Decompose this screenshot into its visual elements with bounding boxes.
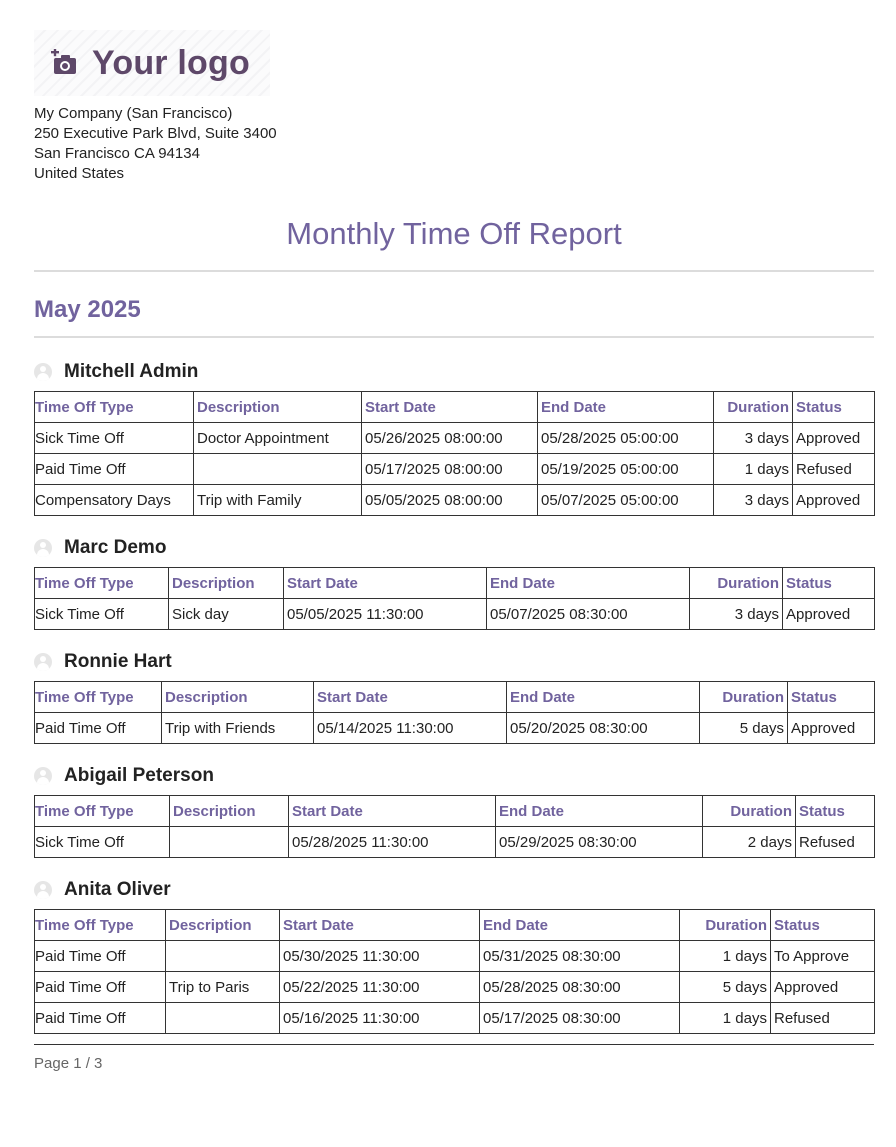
column-header: Status [771, 910, 875, 941]
table-cell: Refused [771, 1003, 875, 1034]
table-cell [166, 1003, 280, 1034]
column-header: Time Off Type [35, 568, 169, 599]
table-header-row [35, 796, 875, 827]
table-cell: 05/26/2025 08:00:00 [362, 423, 538, 454]
table-cell: Sick Time Off [35, 423, 194, 454]
table-cell: Refused [796, 827, 875, 858]
table-cell: Doctor Appointment [194, 423, 362, 454]
column-header: End Date [480, 910, 680, 941]
table-cell: To Approve [771, 941, 875, 972]
table-cell: 05/16/2025 11:30:00 [280, 1003, 480, 1034]
employee-section [34, 762, 874, 858]
column-header: End Date [538, 392, 714, 423]
footer-divider [34, 1044, 874, 1045]
column-header: Time Off Type [35, 682, 162, 713]
time-off-table [34, 795, 875, 858]
column-header: End Date [507, 682, 700, 713]
time-off-table [34, 909, 875, 1034]
company-logo [34, 30, 270, 96]
column-header: Duration [700, 682, 788, 713]
column-header: Start Date [284, 568, 487, 599]
column-header: Duration [703, 796, 796, 827]
table-row [35, 941, 875, 972]
column-header: Time Off Type [35, 392, 194, 423]
table-header-row [35, 392, 875, 423]
table-cell: Trip to Paris [166, 972, 280, 1003]
column-header: Description [169, 568, 284, 599]
logo-text: Your logo [92, 44, 250, 82]
table-cell: 05/14/2025 11:30:00 [314, 713, 507, 744]
table-cell: 05/07/2025 05:00:00 [538, 485, 714, 516]
divider [34, 336, 874, 338]
table-cell: Paid Time Off [35, 972, 166, 1003]
column-header: Status [783, 568, 875, 599]
table-cell: Approved [771, 972, 875, 1003]
table-cell [194, 454, 362, 485]
column-header: Status [793, 392, 875, 423]
table-cell: 3 days [714, 485, 793, 516]
column-header: Description [166, 910, 280, 941]
table-cell: 05/05/2025 11:30:00 [284, 599, 487, 630]
month-heading: May 2025 [34, 296, 141, 323]
table-header-row [35, 682, 875, 713]
address-line: United States [34, 165, 125, 182]
table-cell: Approved [783, 599, 875, 630]
column-header: Duration [714, 392, 793, 423]
employee-header [34, 762, 874, 790]
column-header: Time Off Type [35, 796, 170, 827]
table-cell: 3 days [690, 599, 783, 630]
employee-name: Anita Oliver [64, 879, 171, 900]
table-cell: Paid Time Off [35, 1003, 166, 1034]
table-cell: 5 days [680, 972, 771, 1003]
table-cell: Sick day [169, 599, 284, 630]
table-cell: 05/28/2025 05:00:00 [538, 423, 714, 454]
time-off-table [34, 567, 875, 630]
table-cell: 05/30/2025 11:30:00 [280, 941, 480, 972]
table-row [35, 423, 875, 454]
table-cell: Paid Time Off [35, 941, 166, 972]
column-header: End Date [496, 796, 703, 827]
table-row [35, 1003, 875, 1034]
table-cell [166, 941, 280, 972]
time-off-table [34, 681, 875, 744]
table-header-row [35, 568, 875, 599]
table-cell: 05/17/2025 08:30:00 [480, 1003, 680, 1034]
divider [34, 270, 874, 272]
table-cell: 05/07/2025 08:30:00 [487, 599, 690, 630]
employee-header [34, 358, 874, 386]
table-cell: 05/29/2025 08:30:00 [496, 827, 703, 858]
table-cell: 1 days [680, 1003, 771, 1034]
column-header: Start Date [362, 392, 538, 423]
table-cell: Trip with Friends [162, 713, 314, 744]
table-row [35, 827, 875, 858]
table-cell: 05/28/2025 08:30:00 [480, 972, 680, 1003]
camera-plus-icon [50, 49, 78, 77]
table-row [35, 713, 875, 744]
table-cell [170, 827, 289, 858]
table-cell: Approved [793, 423, 875, 454]
column-header: Status [796, 796, 875, 827]
report-page [34, 30, 874, 1072]
table-cell: Approved [788, 713, 875, 744]
employee-header [34, 648, 874, 676]
column-header: Description [194, 392, 362, 423]
avatar-icon [34, 881, 52, 899]
table-cell: 1 days [714, 454, 793, 485]
address-line: My Company (San Francisco) [34, 105, 233, 122]
employee-section [34, 358, 874, 516]
company-address [34, 104, 874, 184]
table-cell: 05/22/2025 11:30:00 [280, 972, 480, 1003]
table-cell: 2 days [703, 827, 796, 858]
table-cell: Trip with Family [194, 485, 362, 516]
table-cell: Paid Time Off [35, 713, 162, 744]
employee-section [34, 876, 874, 1034]
column-header: Status [788, 682, 875, 713]
avatar-icon [34, 767, 52, 785]
table-cell: Sick Time Off [35, 599, 169, 630]
table-cell: 1 days [680, 941, 771, 972]
avatar-icon [34, 539, 52, 557]
table-cell: Refused [793, 454, 875, 485]
column-header: Description [162, 682, 314, 713]
column-header: Start Date [314, 682, 507, 713]
avatar-icon [34, 653, 52, 671]
address-line: San Francisco CA 94134 [34, 145, 200, 162]
column-header: Time Off Type [35, 910, 166, 941]
employee-name: Mitchell Admin [64, 361, 199, 382]
employee-header [34, 876, 874, 904]
page-number: Page 1 / 3 [34, 1055, 103, 1072]
avatar-icon [34, 363, 52, 381]
employee-name: Abigail Peterson [64, 765, 214, 786]
column-header: Description [170, 796, 289, 827]
table-cell: 05/28/2025 11:30:00 [289, 827, 496, 858]
column-header: End Date [487, 568, 690, 599]
table-cell: 3 days [714, 423, 793, 454]
table-row [35, 972, 875, 1003]
table-cell: 05/19/2025 05:00:00 [538, 454, 714, 485]
table-cell: 05/20/2025 08:30:00 [507, 713, 700, 744]
table-cell: 05/05/2025 08:00:00 [362, 485, 538, 516]
table-cell: 05/31/2025 08:30:00 [480, 941, 680, 972]
report-title: Monthly Time Off Report [286, 216, 622, 251]
time-off-table [34, 391, 875, 516]
employee-header [34, 534, 874, 562]
employee-section [34, 534, 874, 630]
table-row [35, 485, 875, 516]
table-row [35, 454, 875, 485]
employee-name: Marc Demo [64, 537, 167, 558]
column-header: Duration [690, 568, 783, 599]
table-cell: 5 days [700, 713, 788, 744]
column-header: Start Date [289, 796, 496, 827]
employee-name: Ronnie Hart [64, 651, 172, 672]
table-row [35, 599, 875, 630]
column-header: Start Date [280, 910, 480, 941]
table-cell: Paid Time Off [35, 454, 194, 485]
table-header-row [35, 910, 875, 941]
address-line: 250 Executive Park Blvd, Suite 3400 [34, 125, 277, 142]
employee-sections [34, 358, 874, 1034]
table-cell: Approved [793, 485, 875, 516]
table-cell: 05/17/2025 08:00:00 [362, 454, 538, 485]
column-header: Duration [680, 910, 771, 941]
table-cell: Compensatory Days [35, 485, 194, 516]
employee-section [34, 648, 874, 744]
table-cell: Sick Time Off [35, 827, 170, 858]
